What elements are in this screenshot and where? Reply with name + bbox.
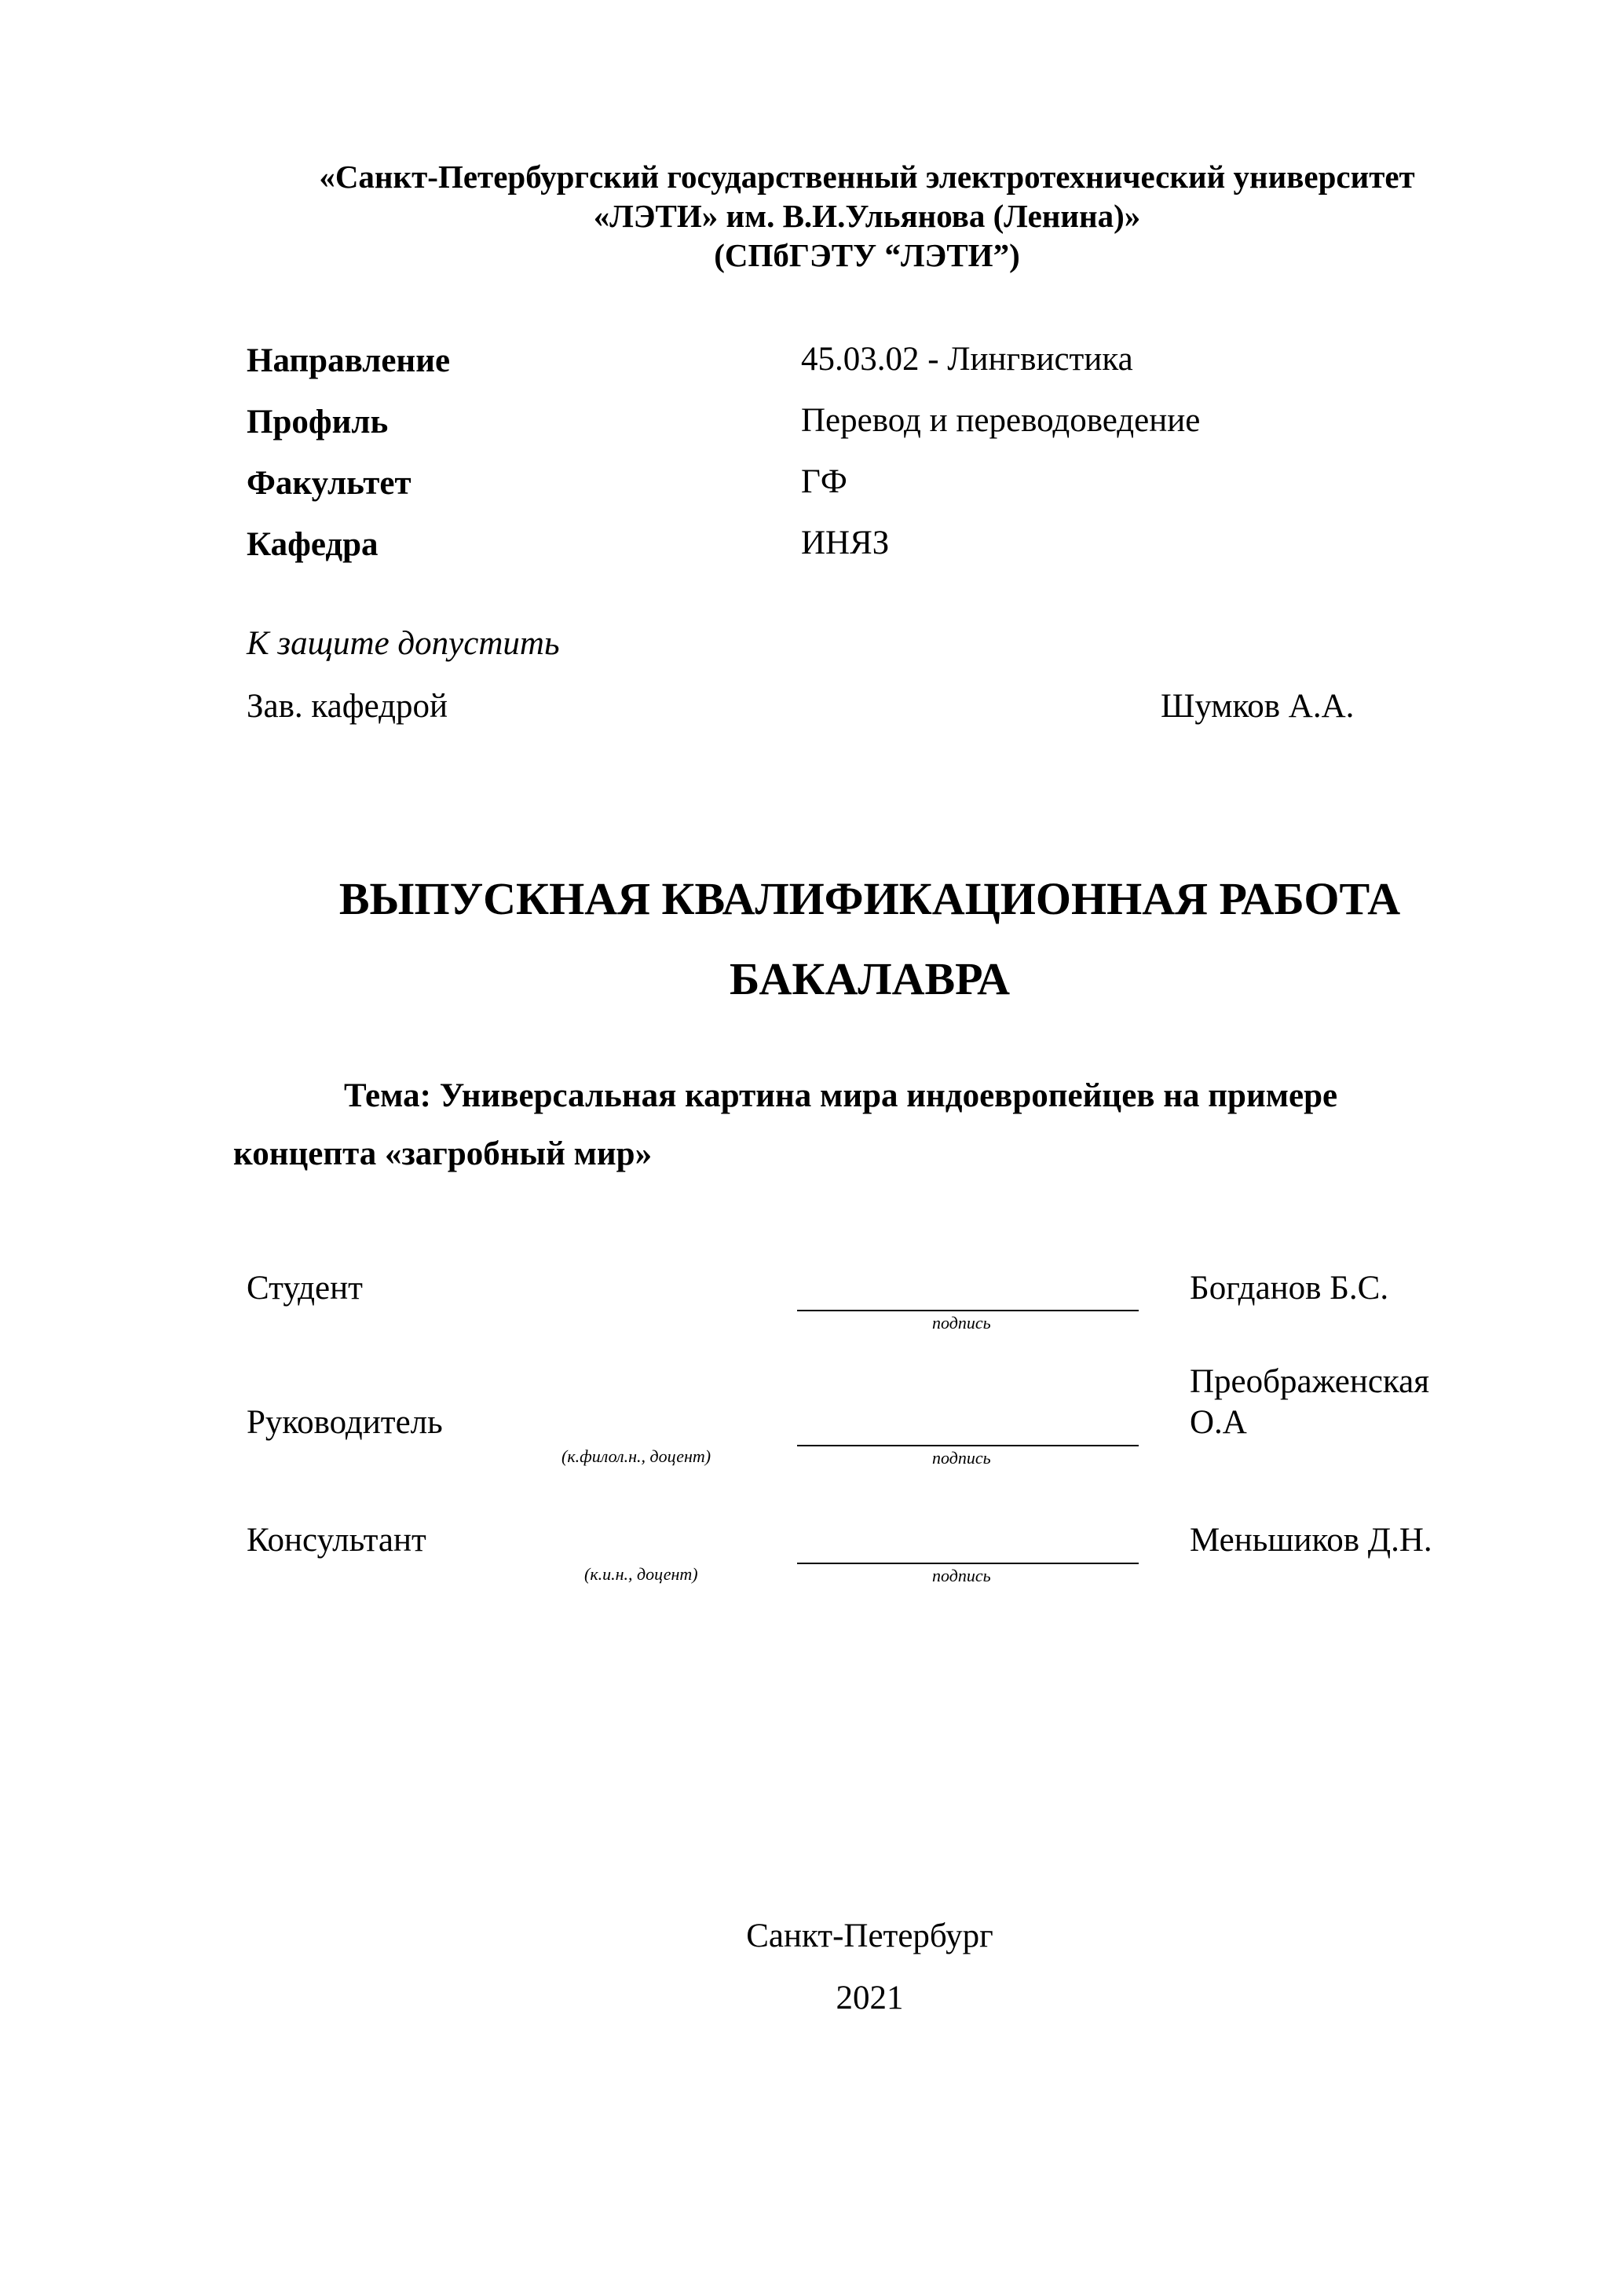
supervisor-name-line-1: Преображенская <box>1190 1363 1430 1400</box>
university-name-line-2: «ЛЭТИ» им. В.И.Ульянова (Ленина)» <box>593 198 1141 234</box>
student-signature-line <box>797 1310 1139 1311</box>
consultant-role: Консультант <box>247 1522 426 1559</box>
topic-line-1: Тема: Универсальная картина мира индоевропейцев на примере <box>344 1077 1338 1114</box>
city: Санкт-Петербург <box>746 1918 993 1954</box>
admission-note: К защите допустить <box>247 625 560 662</box>
student-role: Студент <box>247 1270 363 1307</box>
consultant-name: Меньшиков Д.Н. <box>1190 1522 1432 1559</box>
faculty-value: ГФ <box>801 463 847 500</box>
year: 2021 <box>836 1980 904 2016</box>
direction-value: 45.03.02 - Лингвистика <box>801 341 1133 378</box>
student-name: Богданов Б.С. <box>1190 1270 1389 1307</box>
document-title-line-2: БАКАЛАВРА <box>729 953 1011 1004</box>
consultant-signature-line <box>797 1563 1139 1564</box>
profile-value: Перевод и переводоведение <box>801 402 1201 439</box>
consultant-signature-caption: подпись <box>932 1566 991 1585</box>
department-value: ИНЯЗ <box>801 525 890 561</box>
direction-label: Направление <box>247 342 451 379</box>
department-head-label: Зав. кафедрой <box>247 688 448 725</box>
supervisor-name-line-2: О.А <box>1190 1404 1247 1441</box>
university-abbreviation: (СПбГЭТУ “ЛЭТИ”) <box>714 237 1020 273</box>
profile-label: Профиль <box>247 404 389 441</box>
supervisor-role: Руководитель <box>247 1404 443 1441</box>
supervisor-signature-line <box>797 1445 1139 1446</box>
student-signature-caption: подпись <box>932 1313 991 1333</box>
supervisor-signature-caption: подпись <box>932 1448 991 1468</box>
department-head-name: Шумков А.А. <box>1161 688 1355 725</box>
university-name-line-1: «Санкт-Петербургский государственный электротехнический университет <box>319 159 1415 195</box>
document-title-line-1: ВЫПУСКНАЯ КВАЛИФИКАЦИОННАЯ РАБОТА <box>338 873 1401 924</box>
supervisor-degree: (к.филол.н., доцент) <box>561 1446 711 1466</box>
faculty-label: Факультет <box>247 465 411 502</box>
department-label: Кафедра <box>247 526 379 563</box>
consultant-degree: (к.и.н., доцент) <box>584 1564 698 1584</box>
topic-line-2: концепта «загробный мир» <box>233 1135 653 1172</box>
